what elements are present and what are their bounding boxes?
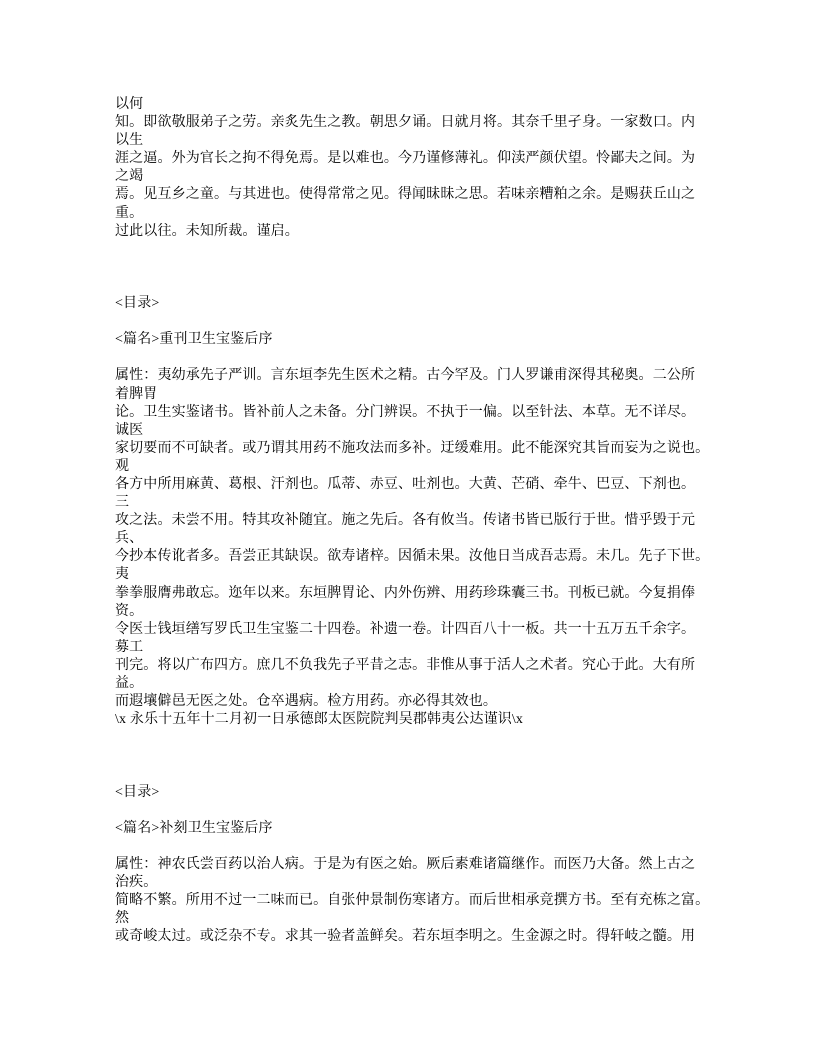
text-line: 攻之法。未尝不用。特其攻补随宜。施之先后。各有攸当。传诸书皆已版行于世。惜乎毁于元 xyxy=(115,513,696,529)
text-line: 过此以往。未知所裁。谨启。 xyxy=(115,223,299,239)
text-line: 各方中所用麻黄、葛根、汗剂也。瓜蒂、赤豆、吐剂也。大黄、芒硝、牵牛、巴豆、下剂也。 xyxy=(115,476,696,492)
text-line: 三 xyxy=(115,495,130,511)
text-line: 然 xyxy=(115,911,130,927)
text-line: 论。卫生实鉴诸书。皆补前人之未备。分门辨误。不执于一偏。以至针法、本草。无不详尽。 xyxy=(115,404,696,420)
blank-line xyxy=(115,277,715,295)
text-line: 刊完。将以广布四方。庶几不负我先子平昔之志。非惟从事于活人之术者。究心于此。大有所 xyxy=(115,657,696,673)
text-line: 简略不繁。所用不过一二味而已。自张仲景制伤寒诸方。而后世相承竞撰方书。至有充栋之富。 xyxy=(115,893,710,909)
text-line: 属性：夷幼承先子严训。言东垣李先生医术之精。古今罕及。门人罗谦甫深得其秘奥。二公所 xyxy=(115,368,696,384)
blank-line xyxy=(115,765,715,783)
text-line: <篇名>重刊卫生宝鉴后序 xyxy=(115,332,273,348)
blank-line xyxy=(115,747,715,765)
text-line: 资。 xyxy=(115,603,144,619)
text-line: <目录> xyxy=(115,296,160,312)
text-line: 重。 xyxy=(115,205,144,221)
text-line: 募工 xyxy=(115,639,144,655)
blank-line xyxy=(115,313,715,331)
text-line: 涯之逼。外为官长之拘不得免焉。是以难也。今乃谨修薄礼。仰渎严颜伏望。怜鄙夫之间。为 xyxy=(115,151,696,167)
blank-line xyxy=(115,259,715,277)
blank-line xyxy=(115,241,715,259)
text-line: 属性：神农氏尝百药以治人病。于是为有医之始。厥后素难诸篇继作。而医乃大备。然上古之 xyxy=(115,856,696,872)
document-body xyxy=(115,96,715,946)
text-line: 焉。见互乡之童。与其进也。使得常常之见。得闻昧昧之思。若味亲糟粕之余。是赐获丘山之 xyxy=(115,187,696,203)
text-line: \x 永乐十五年十二月初一日承德郎太医院院判吴郡韩夷公达谨识\x xyxy=(115,712,524,728)
text-line: 家切要而不可缺者。或乃谓其用药不施攻法而多补。迂缓难用。此不能深究其旨而妄为之说也。 xyxy=(115,440,710,456)
text-line: 今抄本传讹者多。吾尝正其缺误。欲寿诸梓。因循未果。汝他日当成吾志焉。未几。先子下世。 xyxy=(115,549,710,565)
text-line: 之竭 xyxy=(115,169,144,185)
text-line: 令医士钱垣缮写罗氏卫生宝鉴二十四卷。补遗一卷。计四百八十一板。共一十五万五千余字。 xyxy=(115,621,696,637)
text-line: 益。 xyxy=(115,676,144,691)
text-line: 以何 xyxy=(115,97,144,112)
text-line: 夷 xyxy=(115,567,130,583)
text-line: 拳拳服膺弗敢忘。迩年以来。东垣脾胃论、内外伤辨、用药珍珠囊三书。刊板已就。今复捐俸 xyxy=(115,585,696,601)
text-line: 治疾。 xyxy=(115,875,158,891)
text-line: <目录> xyxy=(115,784,160,800)
text-line: 观 xyxy=(115,458,130,474)
text-line: 而遐壤僻邑无医之处。仓卒遇病。检方用药。亦必得其效也。 xyxy=(115,694,498,710)
text-line: 兵、 xyxy=(115,531,144,547)
text-line: 知。即欲敬服弟子之劳。亲炙先生之教。朝思夕诵。日就月将。其奈千里孑身。一家数口。内 xyxy=(115,115,696,131)
blank-line xyxy=(115,802,715,820)
text-line: 着脾胃 xyxy=(115,386,158,402)
text-line: 或奇峻太过。或泛杂不专。求其一验者盖鲜矣。若东垣李明之。生金源之时。得轩岐之髓。用 xyxy=(115,929,696,945)
blank-line xyxy=(115,838,715,856)
blank-line xyxy=(115,349,715,367)
text-line: 诚医 xyxy=(115,422,144,438)
text-line: <篇名>补刻卫生宝鉴后序 xyxy=(115,820,273,836)
text-line: 以生 xyxy=(115,133,144,149)
blank-line xyxy=(115,729,715,747)
